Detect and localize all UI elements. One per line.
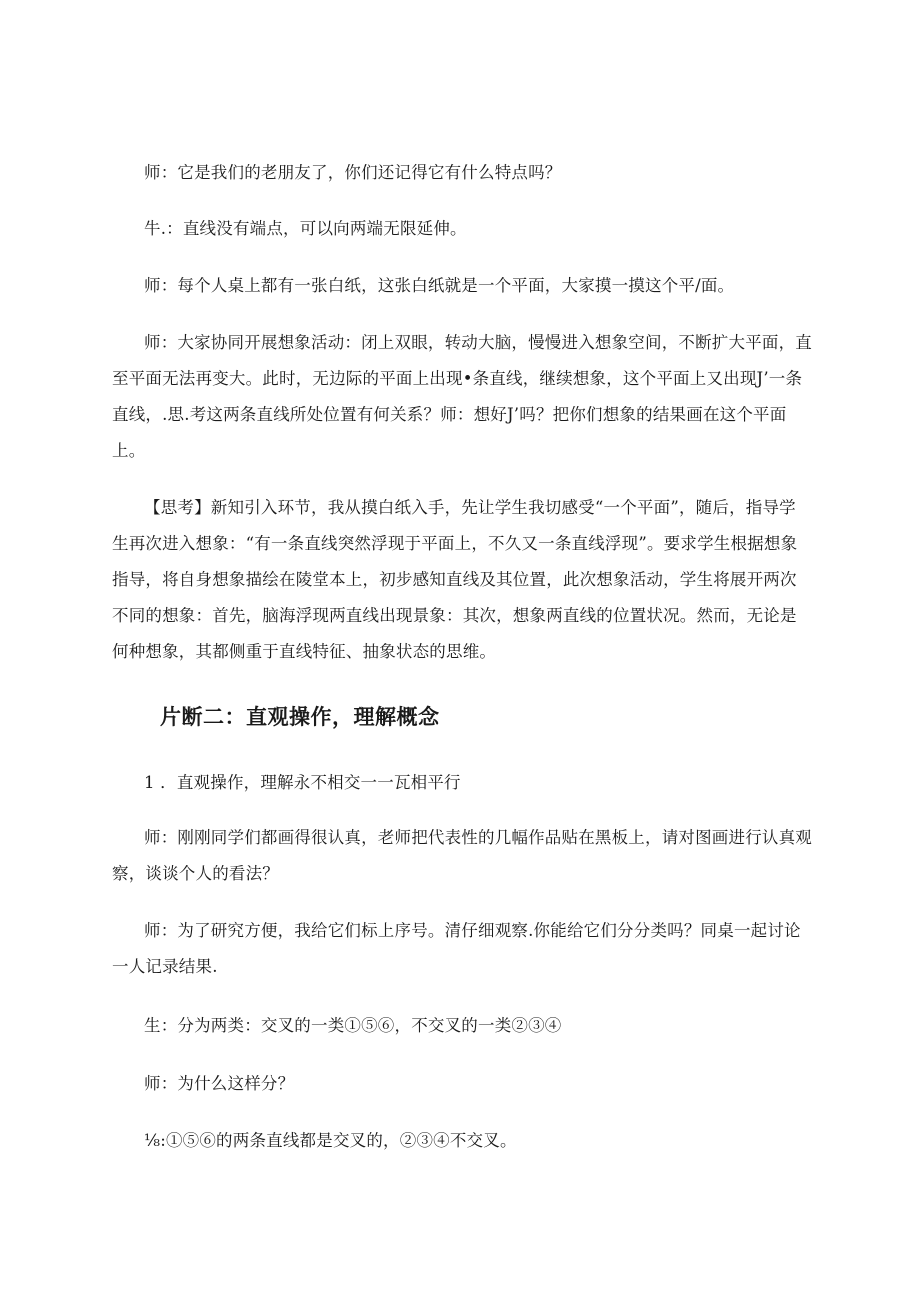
sub-heading: 1 ．直观操作，理解永不相交一一瓦相平行 — [144, 773, 461, 792]
paragraph: 牛.：直线没有端点，可以向两端无限延伸。 — [144, 219, 467, 238]
paragraph: 师：为了研究方便，我给它们标上序号。清仔细观察.你能给它们分分类吗？同桌一起讨论一人记录结果. — [112, 921, 801, 976]
paragraph: 师：刚刚同学们都画得很认真，老师把代表性的几幅作品贴在黑板上，请对图画进行认真观察，谈谈个人的看法？ — [112, 828, 812, 883]
section-heading: 片断二：直观操作，理解概念 — [160, 704, 440, 729]
thinking-paragraph: 【思考】新知引入环节，我从摸白纸入手，先让学生我切感受“一个平面”，随后，指导学生再次进入想象：“有一条直线突然浮现于平面上，不久又一条直线浮现”。要求学生根据想象指导，将自身想象描绘在陵堂本上，初步感知直线及其位置，此次想象活动，学生将展开两次不同的想象：首先，脑海浮现两直线出现景象：其次，想象两直线的位置状况。然而，无论是何种想象，其都侧重于直线特征、抽象状态的思维。 — [112, 498, 798, 661]
paragraph: ⅛:①⑤⑥的两条直线都是交叉的，②③④不交叉。 — [144, 1131, 517, 1150]
paragraph: 师：每个人桌上都有一张白纸，这张白纸就是一个平面，大家摸一摸这个平/面。 — [144, 276, 735, 295]
paragraph: 师：它是我们的老朋友了，你们还记得它有什么特点吗？ — [144, 163, 562, 182]
paragraph: 师：为什么这样分？ — [144, 1074, 295, 1093]
paragraph: 生：分为两类：交叉的一类①⑤⑥，不交叉的一类②③④ — [144, 1016, 562, 1035]
paragraph: 师：大家协同开展想象活动：闭上双眼，转动大脑，慢慢进入想象空间，不断扩大平面，直至平面无法再变大。此时，无边际的平面上出现•条直线，继续想象，这个平面上又出现J’一条直线，.思.考这两条直线所处位置有何关系？师：想好J’吗？把你们想象的结果画在这个平面上。 — [112, 333, 812, 460]
